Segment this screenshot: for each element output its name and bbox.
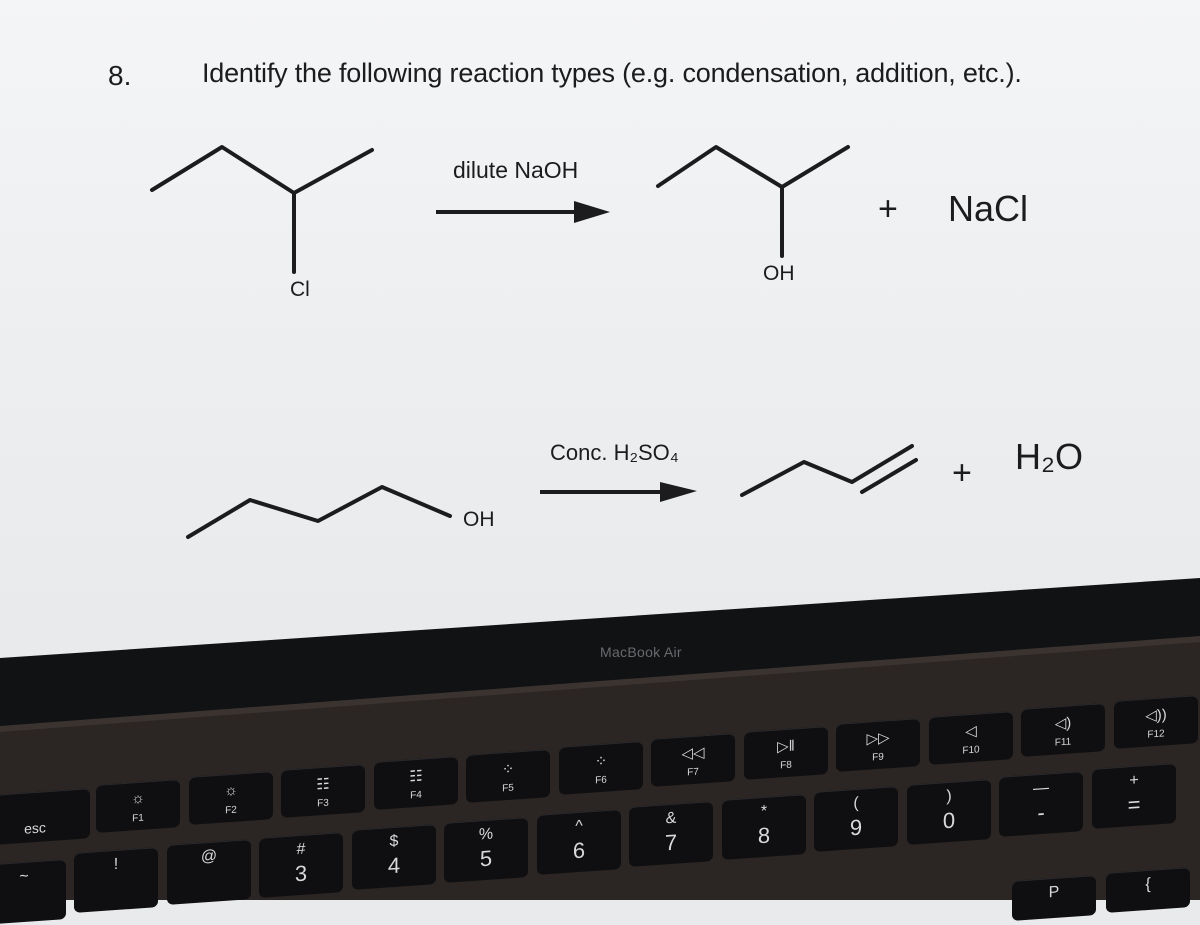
mute-icon: ◁ xyxy=(964,722,977,740)
key-number-1-upper: ! xyxy=(113,855,119,874)
hydroxyl-label-reactant: OH xyxy=(463,508,495,531)
key-number-7-upper: & xyxy=(665,810,677,828)
key-f11-label: F11 xyxy=(1054,736,1072,749)
key-number-3[interactable] xyxy=(259,832,343,898)
key-f9-label: F9 xyxy=(872,751,884,764)
key-number-9[interactable] xyxy=(814,786,898,852)
key-number-4-upper: $ xyxy=(389,832,398,851)
key-number-6-upper: ^ xyxy=(574,817,583,836)
key-number-10-lower: 0 xyxy=(942,807,955,834)
mission-control-icon: ☷ xyxy=(316,775,330,794)
key-f8-label: F8 xyxy=(779,759,792,772)
key-f12[interactable] xyxy=(1114,695,1198,749)
key-number-12-lower: = xyxy=(1127,791,1140,818)
key-number-8-upper: * xyxy=(760,802,767,821)
key-number-7-lower: 7 xyxy=(664,829,678,856)
brace-key-label: { xyxy=(1145,875,1151,894)
key-number-2-upper: @ xyxy=(200,847,217,866)
key-f9[interactable] xyxy=(836,718,920,772)
hydroxyl-label-product: OH xyxy=(763,262,795,285)
volume-up-icon: ◁)) xyxy=(1144,706,1167,726)
key-f5[interactable] xyxy=(466,749,550,803)
esc-key-label: esc xyxy=(24,819,46,837)
question-number: 8. xyxy=(108,60,132,91)
launchpad-icon: ☷ xyxy=(408,767,423,786)
reagent-1-label: dilute NaOH xyxy=(453,157,579,183)
key-number-3-lower: 3 xyxy=(294,860,308,887)
key-number-11-lower: - xyxy=(1037,799,1045,826)
key-f7[interactable] xyxy=(651,733,735,787)
key-f4[interactable] xyxy=(374,756,458,810)
key-number-4-lower: 4 xyxy=(387,852,400,879)
key-f7-label: F7 xyxy=(687,766,699,779)
key-number-3-upper: # xyxy=(296,840,306,859)
question-text: Identify the following reaction types (e.g. condensation, addition, etc.). xyxy=(202,58,1022,88)
esc-key[interactable] xyxy=(0,788,90,846)
key-f3[interactable] xyxy=(281,764,365,818)
key-number-12-upper: + xyxy=(1128,772,1139,790)
key-number-5-lower: 5 xyxy=(479,845,493,872)
key-f12-label: F12 xyxy=(1146,728,1165,741)
key-number-9-upper: ( xyxy=(853,795,859,813)
p-key-label: P xyxy=(1048,883,1060,902)
key-number-5[interactable] xyxy=(444,817,528,883)
byproduct-2-label: H₂O xyxy=(1015,436,1083,477)
rewind-icon: ◁◁ xyxy=(681,744,705,764)
p-key[interactable] xyxy=(1012,875,1096,921)
brightness-up-icon: ☼ xyxy=(223,781,238,800)
keyboard-backlight-down-icon: ⁘ xyxy=(501,760,515,779)
tilde-key-label: ~ xyxy=(19,867,29,886)
key-number-11[interactable] xyxy=(999,771,1083,837)
key-number-10[interactable] xyxy=(907,779,991,845)
key-f6-label: F6 xyxy=(594,774,607,787)
key-f3-label: F3 xyxy=(317,797,329,810)
key-number-7[interactable] xyxy=(629,801,713,867)
key-f2[interactable] xyxy=(189,771,273,825)
keyboard-backlight-up-icon: ⁘ xyxy=(594,752,607,771)
key-number-8-lower: 8 xyxy=(757,822,770,849)
key-f8[interactable] xyxy=(744,726,828,780)
key-f1[interactable] xyxy=(96,779,180,833)
key-number-2[interactable] xyxy=(167,839,251,905)
key-number-6-lower: 6 xyxy=(572,837,585,864)
fast-forward-icon: ▷▷ xyxy=(866,729,890,748)
key-number-5-upper: % xyxy=(478,825,494,844)
key-f11[interactable] xyxy=(1021,703,1105,757)
key-f1-label: F1 xyxy=(132,812,144,825)
key-number-10-upper: ) xyxy=(945,787,952,805)
key-number-8[interactable] xyxy=(722,794,806,860)
key-f2-label: F2 xyxy=(224,804,237,817)
key-number-1[interactable] xyxy=(74,847,158,913)
brace-key[interactable] xyxy=(1106,867,1190,913)
key-number-9-lower: 9 xyxy=(849,814,863,841)
key-number-6[interactable] xyxy=(537,809,621,875)
key-f5-label: F5 xyxy=(502,782,514,795)
key-number-12[interactable] xyxy=(1092,763,1176,829)
brightness-down-icon: ☼ xyxy=(131,789,145,808)
play-pause-icon: ▷‖ xyxy=(776,737,795,756)
byproduct-1-label: NaCl xyxy=(948,188,1029,229)
reagent-2-label: Conc. H₂SO₄ xyxy=(550,440,679,465)
key-f10-label: F10 xyxy=(961,743,980,757)
plus-sign-1: + xyxy=(878,190,898,228)
volume-down-icon: ◁) xyxy=(1054,714,1072,733)
key-f4-label: F4 xyxy=(409,789,422,802)
tilde-key[interactable] xyxy=(0,859,66,925)
brand-label: MacBook Air xyxy=(600,644,682,660)
plus-sign-2: + xyxy=(952,454,972,492)
key-f10[interactable] xyxy=(929,711,1013,765)
key-number-11-upper: — xyxy=(1033,779,1049,798)
chlorine-label: Cl xyxy=(290,278,310,301)
key-f6[interactable] xyxy=(559,741,643,795)
key-number-4[interactable] xyxy=(352,824,436,890)
